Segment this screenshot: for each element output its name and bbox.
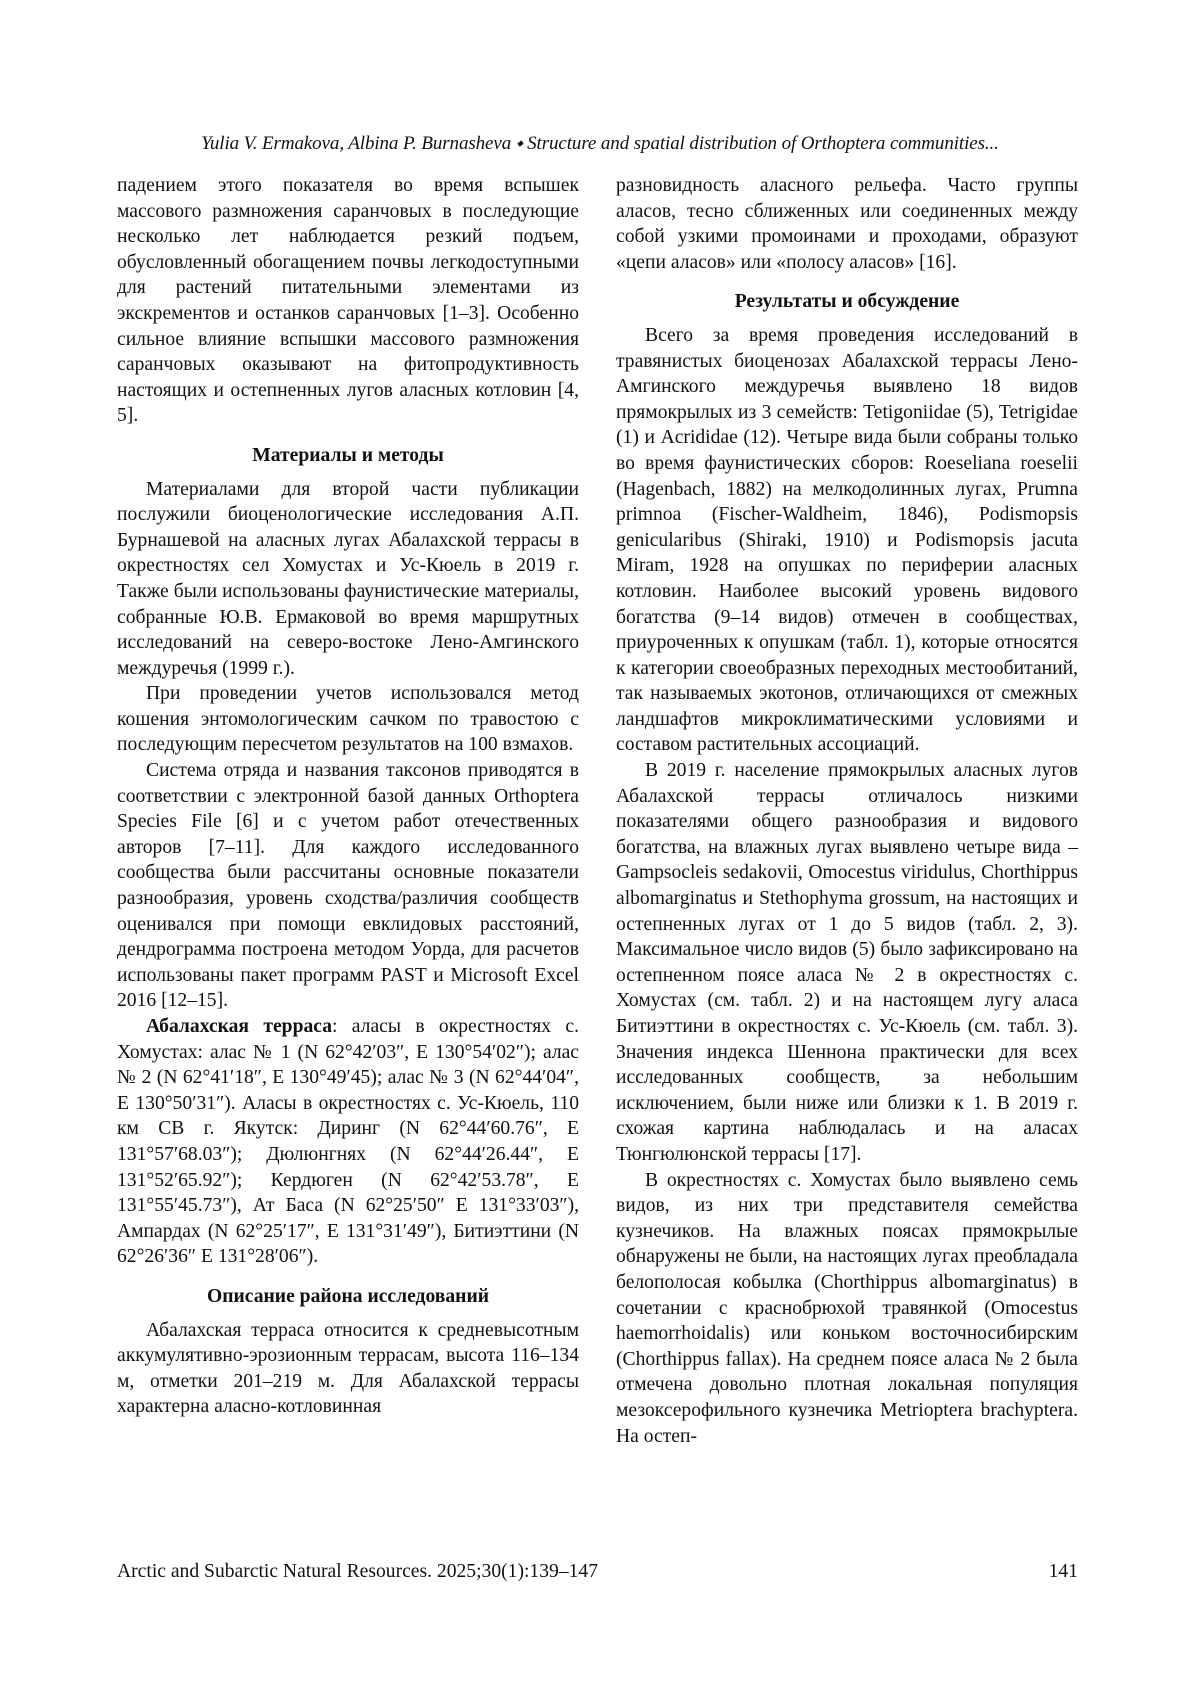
section-heading-methods: Материалы и методы xyxy=(252,444,444,466)
intro-paragraph-continued: падением этого показателя во время вспышек массового размножения саранчовых в последующие несколько лет наблюдается резкий подъем, обусловленный обогащением почвы легкодоступными для растений питательными элементами из экскрементов и останков саранчовых [1–3]. Особенно сильное влияние вспышки массового размножения саранчовых оказывают на фитопродуктивность настоящих и остепненных лугов аласных котловин [4, 5]. xyxy=(117,175,579,427)
results-paragraph: В 2019 г. население прямокрылых аласных лугов Абалахской террасы отличалось низкими показателями общего разнообразия и видового богатства, на влажных лугах выявлено четыре вида – Gampsocleis sedakovii, Omocestus viridulus, Chorthippus albomarginatus и Stethophyma grossum, на настоящих и остепненных лугах от 1 до 5 видов (табл. 2, 3). Максимальное число видов (5) было зафиксировано на остепненном поясе аласа № 2 в окрестностях с. Хомустах (см. табл. 2) и на настоящем лугу аласа Битиэттини в окрестностях с. Ус-Кюель (см. табл. 3). Значения индекса Шеннона практически для всех исследованных сообществ, за небольшим исключением, были ниже или близки к 1. В 2019 г. схожая картина наблюдалась и на аласах Тюнгюлюнской террасы [17]. xyxy=(616,760,1078,1165)
relief-paragraph-continued: разновидность аласного рельефа. Часто группы аласов, тесно сближенных или соединенных между собой узкими промоинами и проходами, образуют «цепи аласов» или «полосу аласов» [16]. xyxy=(616,175,1078,273)
right-column xyxy=(616,173,1078,1449)
area-paragraph: Абалахская терраса относится к средневысотным аккумулятивно-эрозионным террасам, высота 116–134 м, отметки 201–219 м. Для Абалахской террасы характерна аласно-котловинная xyxy=(117,1319,579,1418)
terrace-coordinates-text: : аласы в окрестностях с. Хомустах: алас № 1 (N 62°42′03″, E 130°54′02″); алас № 2 (N 62°41′18″, E 130°49′45); алас № 3 (N 62°44′04″, E 130°50′31″). Аласы в окрестностях с. Ус-Кюель, 110 км СВ г. Якутск: Диринг (N 62°44′60.76″, E 131°57′68.03″); Дюлюнгнях (N 62°44′26.44″, E 131°52′65.92″); Кердюген (N 62°42′53.78″, E 131°55′45.73″), Ат Баса (N 62°25′50″ E 131°33′03″), Ампардах (N 62°25′17″, E 131°31′49″), Битиэттини (N 62°26′36″ E 131°28′06″). xyxy=(117,1016,579,1268)
results-paragraph: Всего за время проведения исследований в травянистых биоценозах Абалахской террасы Лено-Амгинского междуречья выявлено 18 видов прямокрылых из 3 семейств: Tetigoniidae (5), Tetrigidae (1) и Acrididae (12). Четыре вида были собраны только во время фаунистических сборов: Roeseliana roeselii (Hagenbach, 1882) на мелкодолинных лугах, Prumna primnoa (Fischer-Waldheim, 1846), Podismopsis genicularibus (Shiraki, 1910) и Podismopsis jacuta Miram, 1928 на опушках по периферии аласных котловин. Наиболее высокий уровень видового богатства (9–14 видов) отмечен в сообществах, приуроченных к опушкам (табл. 1), которые относятся к категории своеобразных переходных местообитаний, так называемых экотонов, отличающихся от смежных ландшафтов микроклиматическими условиями и составом растительных ассоциаций. xyxy=(616,324,1078,756)
methods-paragraph: Система отряда и названия таксонов приводятся в соответствии с электронной базой данных Orthoptera Species File [6] и с учетом работ отечественных авторов [7–11]. Для каждого исследованного сообщества были рассчитаны основные показатели разнообразия, уровень сходства/различия сообществ оценивался при помощи евклидовых расстояний, дендрограмма построена методом Уорда, для расчетов использованы пакет программ PAST и Microsoft Excel 2016 [12–15]. xyxy=(117,760,579,1012)
left-column xyxy=(117,173,579,1420)
section-heading-results: Результаты и обсуждение xyxy=(734,291,960,313)
page-footer xyxy=(117,1561,1078,1583)
methods-paragraph: При проведении учетов использовался метод кошения энтомологическим сачком по травостою с последующим пересчетом результатов на 100 взмахов. xyxy=(117,683,579,756)
page-number: 141 xyxy=(1048,1561,1078,1582)
journal-citation: Arctic and Subarctic Natural Resources. 2025;30(1):139–147 xyxy=(117,1561,599,1582)
terrace-run-in-heading: Абалахская терраса xyxy=(146,1016,333,1037)
results-paragraph: В окрестностях с. Хомустах было выявлено семь видов, из них три представителя семейства кузнечиков. На влажных поясах прямокрылые обнаружены не были, на настоящих лугах преобладала белополосая кобылка (Chorthippus albomarginatus) в сочетании с краснобрюхой травянкой (Omocestus haemorrhoidalis) или коньком восточносибирским (Chorthippus fallax). На среднем поясе аласа № 2 была отмечена довольно плотная локальная популяция мезоксерофильного кузнечика Metrioptera brachyptera. На остеп- xyxy=(616,1169,1078,1447)
section-heading-area: Описание района исследований xyxy=(206,1285,490,1307)
terrace-paragraph xyxy=(117,1014,579,1270)
methods-paragraph: Материалами для второй части публикации послужили биоценологические исследования А.П. Бурнашевой на аласных лугах Абалахской террасы в окрестностях сел Хомустах и Ус-Кюель в 2019 г. Также были использованы фаунистические материалы, собранные Ю.В. Ермаковой во время маршрутных исследований на северо-востоке Лено-Амгинского междуречья (1999 г.). xyxy=(117,478,579,679)
running-header: Yulia V. Ermakova, Albina P. Burnasheva ⬩ Structure and spatial distribution of Orthoptera communities... xyxy=(201,133,999,154)
